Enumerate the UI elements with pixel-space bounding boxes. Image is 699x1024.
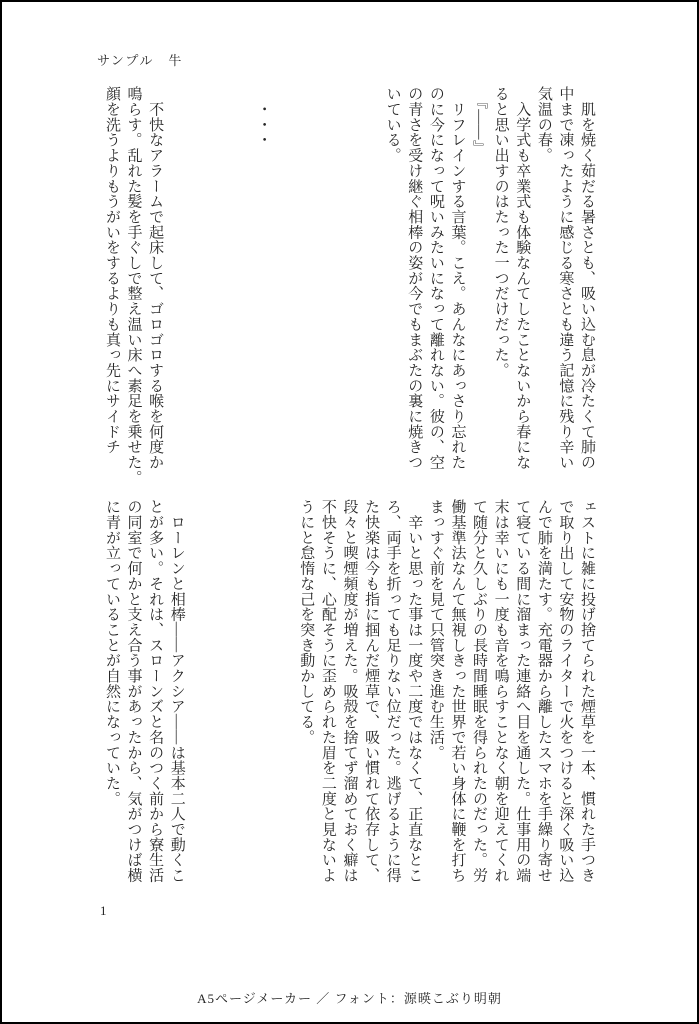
text-line: に青が立っていることが自然になっていた。 bbox=[103, 499, 120, 806]
text-line: 働基準法なんて無視しきった世界で若い身体に鞭を打ち bbox=[449, 499, 466, 883]
text-line: うにと怠惰な己を突き動かしてる。 bbox=[298, 499, 315, 745]
text-line: 末は幸いにも一度も音を鳴らすことなく朝を迎えてくれ bbox=[492, 499, 509, 883]
text-line bbox=[252, 499, 274, 887]
text-line bbox=[338, 86, 360, 474]
text-line bbox=[295, 86, 317, 474]
text-line: ェストに雑に投げ捨てられた煙草を一本、慣れた手つき bbox=[579, 499, 595, 883]
text-line: まっすぐ前を見て只管突き進む生活。 bbox=[427, 499, 444, 760]
text-line: 不快なアラームで起床して、ゴロゴロする喉を何度か bbox=[147, 86, 164, 470]
text-line: 鳴らす。乱れた髪を手ぐしで整え温い床へ素足を乗せた。 bbox=[125, 86, 142, 486]
text-line: 辛いと思った事は一度や二度ではなくて、正直なとこ bbox=[406, 499, 423, 883]
text-line: いている。 bbox=[384, 86, 401, 163]
text-line: ローレンと相棒――アクシア――は基本二人で動くこ bbox=[168, 499, 185, 883]
text-line: 中まで凍ったように感じる寒さとも違う記憶に残り辛い bbox=[557, 86, 574, 470]
text-line: の同室で何かと支え合う事があったから、気がつけば横 bbox=[125, 499, 142, 883]
text-line bbox=[208, 499, 230, 887]
footer-caption: A5ページメーカー ／ フォント：源暎こぶり明朝 bbox=[197, 991, 502, 1006]
text-line: 不快そうに、心配そうに歪められた眉を二度と見ないよ bbox=[319, 499, 336, 883]
text-line: 顔を洗うよりもうがいをするよりも真っ先にサイドチ bbox=[103, 86, 120, 455]
text-line: 『――』 bbox=[471, 86, 488, 156]
text-line: ると思い出すのはたった一つだけだった。 bbox=[492, 86, 509, 378]
text-line bbox=[208, 86, 230, 474]
text-line: た快楽は今も指に掴んだ煙草で、吸い慣れて依存して、 bbox=[363, 499, 380, 883]
text-line bbox=[316, 86, 338, 474]
upper-text-block bbox=[100, 86, 597, 486]
text-line: 肌を焼く茹だる暑さとも、吸い込む息が冷たくて肺の bbox=[579, 86, 595, 470]
text-line: 段々と喫煙頻度が増えた。吸殻を捨てず溜めておく癖は bbox=[341, 499, 358, 883]
lower-text-block bbox=[100, 499, 597, 887]
page-header-title: サンプル 牛 bbox=[97, 53, 183, 68]
text-line bbox=[230, 86, 252, 474]
text-line: 気温の春。 bbox=[535, 86, 552, 163]
page-number: 1 bbox=[100, 903, 107, 918]
text-line bbox=[230, 499, 252, 887]
text-line bbox=[359, 86, 381, 474]
text-line bbox=[273, 499, 295, 887]
text-line: て随分と久しぶりの長時間睡眠を得られたのだった。労 bbox=[471, 499, 488, 883]
text-line: ろ、両手を折っても足りない位だった。逃げるように得 bbox=[384, 499, 401, 883]
text-line: んで肺を満たす。充電器から離したスマホを手繰り寄せ bbox=[535, 499, 552, 883]
text-line bbox=[165, 86, 187, 474]
text-line: 入学式も卒業式も体験なんてしたことないから春にな bbox=[514, 86, 531, 470]
text-line: とが多い。それは、スローンズと名のつく前から寮生活 bbox=[147, 499, 164, 883]
text-line bbox=[273, 86, 295, 474]
text-line: の青さを受け継ぐ相棒の姿が今でもまぶたの裏に焼きつ bbox=[406, 86, 423, 470]
text-line: ・・・ bbox=[255, 86, 272, 148]
text-line: て寝ている間に溜まった連絡へ目を通した。仕事用の端 bbox=[514, 499, 531, 883]
text-line bbox=[187, 499, 209, 887]
text-line bbox=[187, 86, 209, 474]
text-line: で取り出して安物のライターで火をつけると深く吸い込 bbox=[557, 499, 574, 883]
text-line: のに今になって呪いみたいになって離れない。彼の、空 bbox=[427, 86, 444, 470]
text-line: リフレインする言葉。こえ。あんなにあっさり忘れた bbox=[449, 86, 466, 470]
